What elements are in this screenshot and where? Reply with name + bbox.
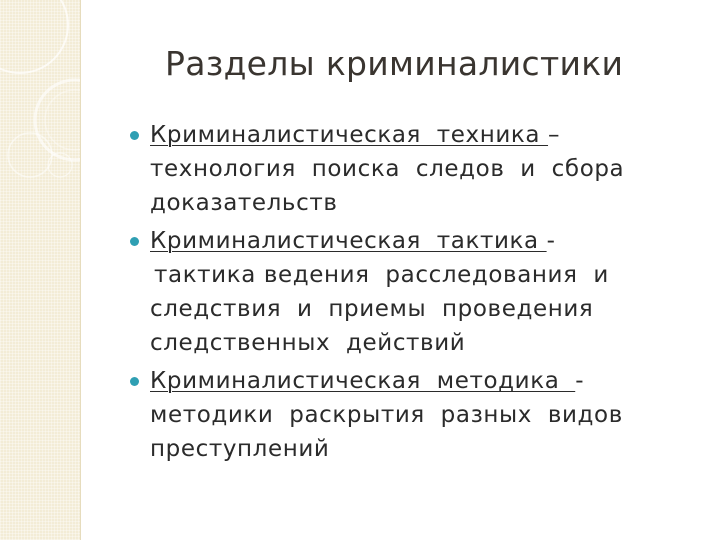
slide-title: Разделы криминалистики (165, 44, 624, 83)
item-heading-line (150, 364, 690, 398)
item-term: Криминалистическая методика (150, 368, 576, 394)
decorative-side-strip (0, 0, 81, 540)
list-item (130, 118, 690, 220)
bullet-dot-icon (130, 237, 139, 246)
item-description-line: технология поиска следов и сбора (150, 156, 625, 182)
item-separator: - (575, 368, 585, 394)
item-description-line: следственных действий (150, 330, 466, 356)
list-item (130, 364, 690, 466)
item-description-line: доказательств (150, 190, 338, 216)
item-heading-line (150, 224, 690, 258)
item-term: Криминалистическая техника (150, 122, 549, 148)
item-separator: - (546, 228, 556, 254)
item-description-line: преступлений (150, 436, 330, 462)
item-description-line: методики раскрытия разных видов (150, 402, 623, 428)
item-term: Криминалистическая тактика (150, 228, 547, 254)
bullet-dot-icon (130, 377, 139, 386)
list-item (130, 224, 690, 360)
decorative-circles-graphic (0, 0, 80, 540)
bullet-dot-icon (130, 131, 139, 140)
item-heading-line (150, 118, 690, 152)
bullet-list (130, 118, 690, 470)
item-description-line: следствия и приемы проведения (150, 296, 594, 322)
item-description-line: тактика ведения расследования и (154, 262, 609, 288)
item-separator: – (548, 122, 561, 148)
